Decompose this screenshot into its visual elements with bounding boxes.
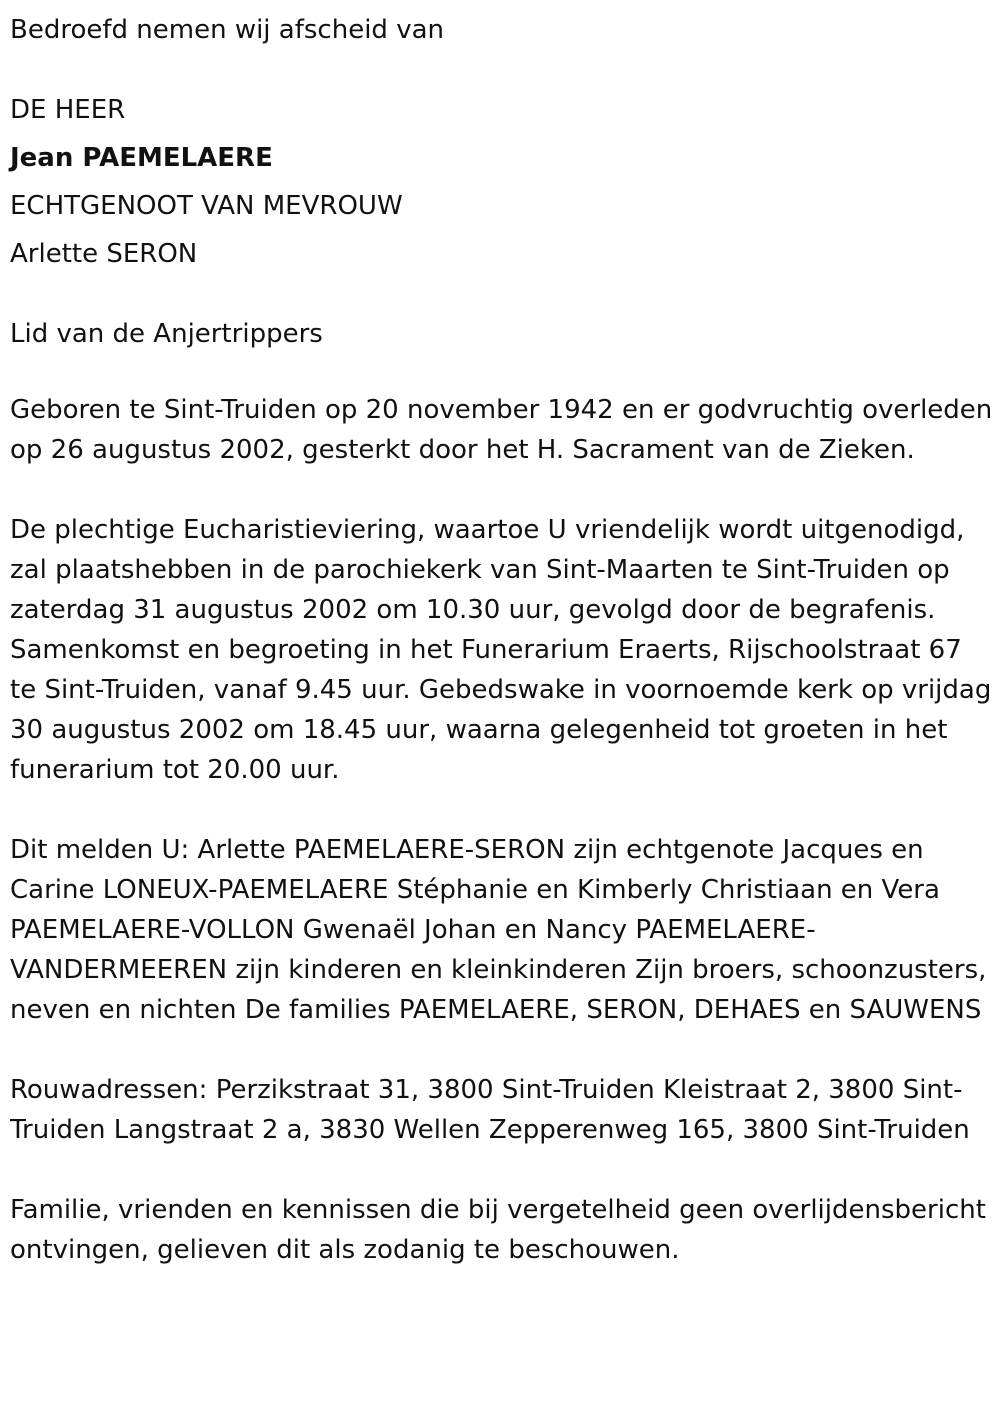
spouse-name: Arlette SERON [10,239,198,269]
deceased-name: Jean PAEMELAERE [10,143,273,173]
membership-text: Lid van de Anjertrippers [10,319,323,349]
addresses-paragraph: Rouwadressen: Perzikstraat 31, 3800 Sint-Truiden Kleistraat 2, 3800 Sint-Truiden Langstraat 2 a, 3830 Wellen Zepperenweg 165, 3800 Sint-Truiden [10,1075,970,1145]
title-text: DE HEER [10,95,126,125]
intro-text: Bedroefd nemen wij afscheid van [10,15,444,45]
spouse-label: ECHTGENOOT VAN MEVROUW [10,191,403,221]
announcers-paragraph: Dit melden U: Arlette PAEMELAERE-SERON zijn echtgenote Jacques en Carine LONEUX-PAEMELAERE Stéphanie en Kimberly Christiaan en Vera PAEMELAERE-VOLLON Gwenaël Johan en Nancy PAEMELAERE-VANDERMEEREN zijn kinderen en kleinkinderen Zijn broers, schoonzusters, neven en nichten De families PAEMELAERE, SERON, DEHAES en SAUWENS [10,835,987,1025]
closing-paragraph: Familie, vrienden en kennissen die bij vergetelheid geen overlijdensbericht ontvingen, gelieven dit als zodanig te beschouwen. [10,1195,986,1265]
ceremony-paragraph: De plechtige Eucharistieviering, waartoe U vriendelijk wordt uitgenodigd, zal plaatshebben in de parochiekerk van Sint-Maarten te Sint-Truiden op zaterdag 31 augustus 2002 om 10.30 uur, gevolgd door de begrafenis. Samenkomst en begroeting in het Funerarium Eraerts, Rijschoolstraat 67 te Sint-Truiden, vanaf 9.45 uur. Gebedswake in voornoemde kerk op vrijdag 30 augustus 2002 om 18.45 uur, waarna gelegenheid tot groeten in het funerarium tot 20.00 uur. [10,515,992,785]
birth-death-paragraph: Geboren te Sint-Truiden op 20 november 1942 en er godvruchtig overleden op 26 augustus 2002, gesterkt door het H. Sacrament van de Zieken. [10,395,993,465]
